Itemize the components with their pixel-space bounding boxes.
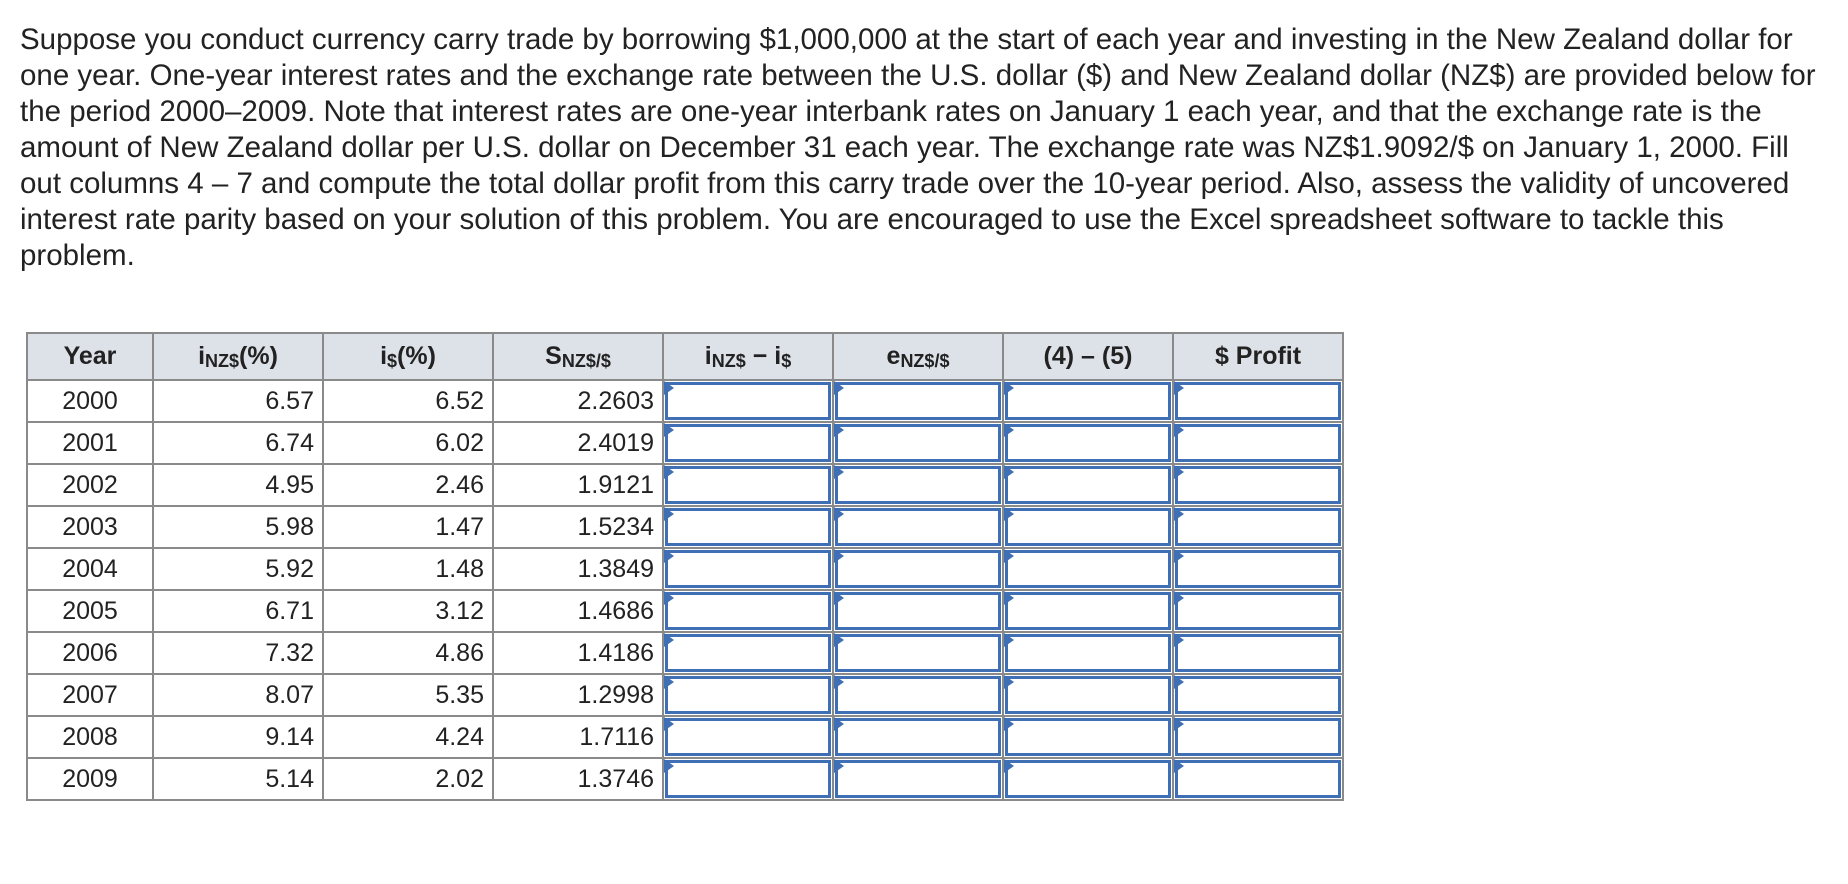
year-cell: 2000 — [27, 380, 153, 422]
dollar-profit-input[interactable] — [1178, 511, 1338, 543]
carry-trade-table — [26, 332, 1344, 801]
nz-interest-rate-cell: 5.92 — [153, 548, 323, 590]
header-col4-minus-col5: (4) – (5) — [1003, 333, 1173, 380]
interest-differential-input[interactable] — [668, 679, 828, 711]
nz-interest-rate-cell: 6.71 — [153, 590, 323, 632]
header-spot-exchange-rate-subscript: NZ$/$ — [561, 350, 611, 371]
table-row — [27, 632, 1343, 674]
dollar-profit-input[interactable] — [1178, 385, 1338, 417]
table-row — [27, 674, 1343, 716]
problem-statement: Suppose you conduct currency carry trade by borrowing $1,000,000 at the start of each year and investing in the New Zealand dollar for one year. One-year interest rates and the exchange rate between the U.S. dollar ($) and New Zealand dollar (NZ$) are provided below for the period 2000–2009. Note that interest rates are one-year interbank rates on January 1 each year, and that the exchange rate is the amount of New Zealand dollar per U.S. dollar on December 31 each year. The exchange rate was NZ$1.9092/$ on January 1, 2000. Fill out columns 4 – 7 and compute the total dollar profit from this carry trade over the 10-year period. Also, assess the validity of uncovered interest rate parity based on your solution of this problem. You are encouraged to use the Excel spreadsheet software to tackle this problem. — [20, 23, 1816, 272]
exchange-rate-change-input[interactable] — [838, 721, 998, 753]
col4-minus-col5-cell — [1003, 380, 1173, 422]
col4-minus-col5-input[interactable] — [1008, 511, 1168, 543]
col4-minus-col5-input[interactable] — [1008, 469, 1168, 501]
dollar-profit-input[interactable] — [1178, 637, 1338, 669]
header-exchange-rate-change — [833, 333, 1003, 380]
col4-minus-col5-input[interactable] — [1008, 637, 1168, 669]
year-cell: 2009 — [27, 758, 153, 800]
exchange-rate-change-cell — [833, 422, 1003, 464]
table-row — [27, 716, 1343, 758]
year-cell: 2002 — [27, 464, 153, 506]
year-cell: 2006 — [27, 632, 153, 674]
us-interest-rate-cell: 1.47 — [323, 506, 493, 548]
interest-differential-cell — [663, 632, 833, 674]
exchange-rate-change-cell — [833, 674, 1003, 716]
col4-minus-col5-cell — [1003, 716, 1173, 758]
us-interest-rate-cell: 5.35 — [323, 674, 493, 716]
interest-differential-cell — [663, 674, 833, 716]
spot-exchange-rate-cell: 1.2998 — [493, 674, 663, 716]
us-interest-rate-cell: 1.48 — [323, 548, 493, 590]
exchange-rate-change-input[interactable] — [838, 763, 998, 795]
col4-minus-col5-input[interactable] — [1008, 721, 1168, 753]
dollar-profit-cell — [1173, 716, 1343, 758]
exchange-rate-change-input[interactable] — [838, 679, 998, 711]
exchange-rate-change-cell — [833, 716, 1003, 758]
spot-exchange-rate-cell: 1.3849 — [493, 548, 663, 590]
dollar-profit-cell — [1173, 422, 1343, 464]
us-interest-rate-cell: 2.02 — [323, 758, 493, 800]
header-us-interest-rate — [323, 333, 493, 380]
spot-exchange-rate-cell: 1.9121 — [493, 464, 663, 506]
interest-differential-cell — [663, 464, 833, 506]
col4-minus-col5-cell — [1003, 632, 1173, 674]
year-cell: 2007 — [27, 674, 153, 716]
nz-interest-rate-cell: 5.98 — [153, 506, 323, 548]
dollar-profit-cell — [1173, 548, 1343, 590]
dollar-profit-input[interactable] — [1178, 679, 1338, 711]
spot-exchange-rate-cell: 2.2603 — [493, 380, 663, 422]
interest-differential-cell — [663, 716, 833, 758]
col4-minus-col5-cell — [1003, 506, 1173, 548]
table-row — [27, 758, 1343, 800]
col4-minus-col5-cell — [1003, 590, 1173, 632]
col4-minus-col5-input[interactable] — [1008, 553, 1168, 585]
table-row — [27, 506, 1343, 548]
nz-interest-rate-cell: 6.57 — [153, 380, 323, 422]
dollar-profit-input[interactable] — [1178, 427, 1338, 459]
header-interest-differential — [663, 333, 833, 380]
exchange-rate-change-input[interactable] — [838, 469, 998, 501]
us-interest-rate-cell: 4.24 — [323, 716, 493, 758]
col4-minus-col5-cell — [1003, 548, 1173, 590]
table-row — [27, 548, 1343, 590]
col4-minus-col5-cell — [1003, 674, 1173, 716]
spot-exchange-rate-cell: 1.4186 — [493, 632, 663, 674]
col4-minus-col5-input[interactable] — [1008, 679, 1168, 711]
col4-minus-col5-cell — [1003, 758, 1173, 800]
header-nz-interest-rate-unit: (%) — [239, 341, 278, 370]
nz-interest-rate-cell: 5.14 — [153, 758, 323, 800]
dollar-profit-cell — [1173, 590, 1343, 632]
carry-trade-table-container — [26, 332, 1344, 801]
exchange-rate-change-cell — [833, 380, 1003, 422]
header-year: Year — [27, 333, 153, 380]
nz-interest-rate-cell: 8.07 — [153, 674, 323, 716]
header-interest-differential-symbol-1: i — [704, 341, 712, 370]
interest-differential-input[interactable] — [668, 721, 828, 753]
col4-minus-col5-input[interactable] — [1008, 595, 1168, 627]
exchange-rate-change-cell — [833, 632, 1003, 674]
header-nz-interest-rate-subscript: NZ$ — [205, 350, 240, 371]
interest-differential-input[interactable] — [668, 469, 828, 501]
dollar-profit-cell — [1173, 632, 1343, 674]
dollar-profit-input[interactable] — [1178, 595, 1338, 627]
us-interest-rate-cell: 4.86 — [323, 632, 493, 674]
header-interest-differential-subscript-1: NZ$ — [711, 350, 746, 371]
table-body — [27, 380, 1343, 800]
header-exchange-rate-change-symbol: e — [886, 341, 901, 370]
col4-minus-col5-input[interactable] — [1008, 385, 1168, 417]
year-cell: 2004 — [27, 548, 153, 590]
interest-differential-cell — [663, 506, 833, 548]
interest-differential-cell — [663, 548, 833, 590]
us-interest-rate-cell: 3.12 — [323, 590, 493, 632]
dollar-profit-input[interactable] — [1178, 763, 1338, 795]
year-cell: 2008 — [27, 716, 153, 758]
interest-differential-cell — [663, 380, 833, 422]
year-cell: 2005 — [27, 590, 153, 632]
exchange-rate-change-cell — [833, 758, 1003, 800]
header-us-interest-rate-subscript: $ — [387, 350, 398, 371]
exchange-rate-change-input[interactable] — [838, 511, 998, 543]
header-dollar-profit: $ Profit — [1173, 333, 1343, 380]
col4-minus-col5-input[interactable] — [1008, 427, 1168, 459]
nz-interest-rate-cell: 4.95 — [153, 464, 323, 506]
exchange-rate-change-input[interactable] — [838, 595, 998, 627]
header-exchange-rate-change-subscript: NZ$/$ — [900, 350, 950, 371]
header-nz-interest-rate — [153, 333, 323, 380]
dollar-profit-input[interactable] — [1178, 553, 1338, 585]
interest-differential-cell — [663, 422, 833, 464]
dollar-profit-cell — [1173, 380, 1343, 422]
dollar-profit-cell — [1173, 464, 1343, 506]
year-cell: 2003 — [27, 506, 153, 548]
exchange-rate-change-cell — [833, 464, 1003, 506]
dollar-profit-cell — [1173, 674, 1343, 716]
interest-differential-input[interactable] — [668, 637, 828, 669]
interest-differential-input[interactable] — [668, 763, 828, 795]
exchange-rate-change-input[interactable] — [838, 427, 998, 459]
exchange-rate-change-cell — [833, 590, 1003, 632]
table-row — [27, 422, 1343, 464]
header-us-interest-rate-symbol: i — [380, 341, 388, 370]
table-row — [27, 590, 1343, 632]
col4-minus-col5-cell — [1003, 464, 1173, 506]
interest-differential-input[interactable] — [668, 427, 828, 459]
nz-interest-rate-cell: 6.74 — [153, 422, 323, 464]
us-interest-rate-cell: 6.02 — [323, 422, 493, 464]
spot-exchange-rate-cell: 1.7116 — [493, 716, 663, 758]
header-interest-differential-subscript-2: $ — [781, 350, 792, 371]
interest-differential-cell — [663, 758, 833, 800]
spot-exchange-rate-cell: 1.3746 — [493, 758, 663, 800]
header-nz-interest-rate-symbol: i — [198, 341, 206, 370]
dollar-profit-cell — [1173, 506, 1343, 548]
dollar-profit-cell — [1173, 758, 1343, 800]
spot-exchange-rate-cell: 2.4019 — [493, 422, 663, 464]
exchange-rate-change-input[interactable] — [838, 385, 998, 417]
spot-exchange-rate-cell: 1.5234 — [493, 506, 663, 548]
year-cell: 2001 — [27, 422, 153, 464]
header-interest-differential-minus: − — [745, 341, 775, 370]
header-spot-exchange-rate — [493, 333, 663, 380]
interest-differential-input[interactable] — [668, 385, 828, 417]
header-spot-exchange-rate-symbol: S — [545, 341, 562, 370]
table-row — [27, 464, 1343, 506]
us-interest-rate-cell: 2.46 — [323, 464, 493, 506]
interest-differential-input[interactable] — [668, 595, 828, 627]
dollar-profit-input[interactable] — [1178, 721, 1338, 753]
header-interest-differential-symbol-2: i — [774, 341, 782, 370]
col4-minus-col5-input[interactable] — [1008, 763, 1168, 795]
exchange-rate-change-cell — [833, 548, 1003, 590]
dollar-profit-input[interactable] — [1178, 469, 1338, 501]
exchange-rate-change-cell — [833, 506, 1003, 548]
table-row — [27, 380, 1343, 422]
interest-differential-input[interactable] — [668, 553, 828, 585]
table-header-row — [27, 333, 1343, 380]
interest-differential-cell — [663, 590, 833, 632]
header-us-interest-rate-unit: (%) — [397, 341, 436, 370]
interest-differential-input[interactable] — [668, 511, 828, 543]
nz-interest-rate-cell: 9.14 — [153, 716, 323, 758]
col4-minus-col5-cell — [1003, 422, 1173, 464]
exchange-rate-change-input[interactable] — [838, 637, 998, 669]
exchange-rate-change-input[interactable] — [838, 553, 998, 585]
nz-interest-rate-cell: 7.32 — [153, 632, 323, 674]
spot-exchange-rate-cell: 1.4686 — [493, 590, 663, 632]
us-interest-rate-cell: 6.52 — [323, 380, 493, 422]
